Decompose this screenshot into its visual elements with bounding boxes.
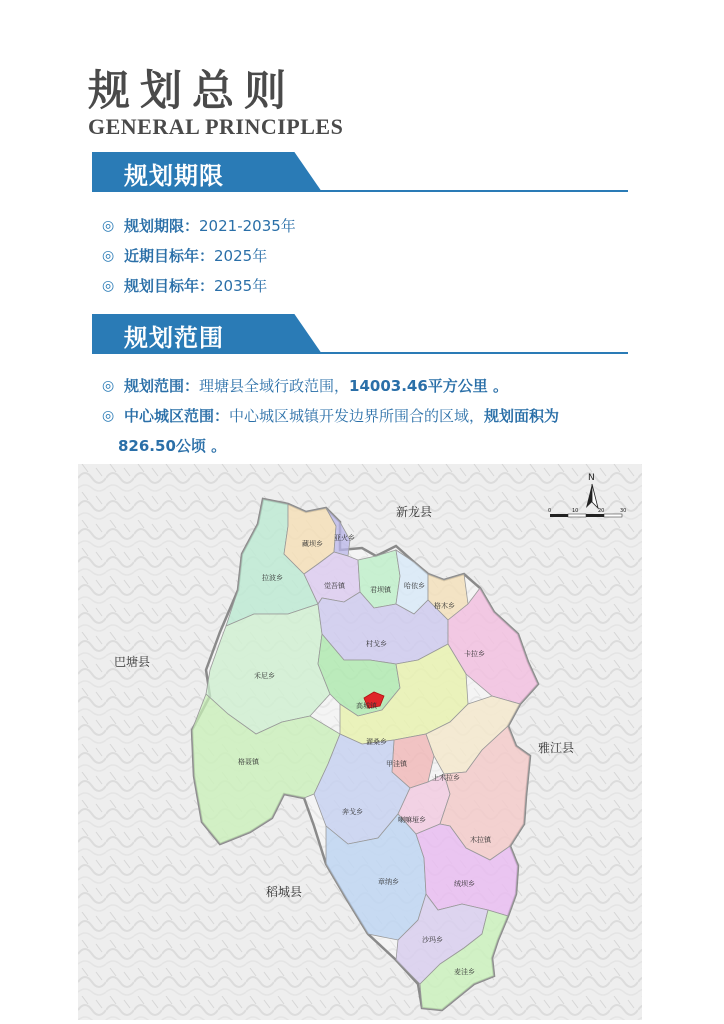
scale-tick: 0 <box>548 508 552 514</box>
scale-tick: 20 <box>598 508 605 514</box>
item-value: 2021-2035年 <box>199 217 296 235</box>
township-label: 奔戈乡 <box>342 808 363 816</box>
township-label: 木拉镇 <box>470 836 491 844</box>
scope-list <box>102 371 642 461</box>
list-item <box>102 211 642 241</box>
township-label: 格木乡 <box>434 602 455 610</box>
township-label: 上木拉乡 <box>432 774 460 782</box>
township-label: 禾尼乡 <box>254 672 275 680</box>
bullet-icon: ◎ <box>102 248 115 264</box>
township-label: 甲洼镇 <box>386 760 407 768</box>
item-value: 理塘县全域行政范围， <box>199 377 350 395</box>
item-area: 826.50公顷 。 <box>118 437 227 455</box>
item-key: 规划期限： <box>124 217 200 235</box>
scale-tick: 10 <box>572 508 579 514</box>
scale-tick: 30 <box>620 508 627 514</box>
item-key: 中心城区范围： <box>124 407 230 425</box>
section-header-scope <box>92 314 628 358</box>
item-key: 规划目标年： <box>124 277 215 295</box>
bullet-icon: ◎ <box>102 278 115 294</box>
neighbor-county-east: 雅江县 <box>538 741 575 755</box>
section-title: 规划期限 <box>124 162 224 190</box>
township-label: 拉波乡 <box>262 574 283 582</box>
township-label: 哈依乡 <box>404 582 425 590</box>
township-label: 君坝镇 <box>370 586 391 594</box>
township-label: 觉吾镇 <box>324 582 345 590</box>
neighbor-county-south: 稻城县 <box>266 885 303 899</box>
bullet-icon: ◎ <box>102 218 115 234</box>
item-key: 规划范围： <box>124 377 200 395</box>
township-label: 麦洼乡 <box>454 968 475 976</box>
township-label: 亚火乡 <box>334 534 355 542</box>
item-value: 2025年 <box>214 247 268 265</box>
township-label: 藏坝乡 <box>302 540 323 548</box>
list-item <box>102 271 642 301</box>
township-label: 濯桑乡 <box>366 738 387 746</box>
page-title: 规划总则 <box>88 66 297 115</box>
bullet-icon: ◎ <box>102 408 115 424</box>
township-label: 喇嘛垭乡 <box>398 816 426 824</box>
bullet-icon: ◎ <box>102 378 115 394</box>
township-label: 沙玛乡 <box>422 936 443 944</box>
neighbor-county-north: 新龙县 <box>396 505 433 519</box>
map-svg <box>78 464 642 1020</box>
neighbor-county-west: 巴塘县 <box>114 655 151 669</box>
item-key: 近期目标年： <box>124 247 215 265</box>
section-title: 规划范围 <box>124 324 224 352</box>
item-area: 14003.46平方公里 。 <box>349 377 509 395</box>
period-list <box>102 211 642 301</box>
item-value: 2035年 <box>214 277 268 295</box>
township-label: 绒坝乡 <box>454 880 475 888</box>
item-area-label: 规划面积为 <box>484 407 560 425</box>
township-label: 卡拉乡 <box>464 650 485 658</box>
township-label: 格聂镇 <box>238 758 259 766</box>
list-item <box>102 241 642 271</box>
township-label: 村戈乡 <box>366 640 387 648</box>
list-item <box>102 401 642 461</box>
page-subtitle: GENERAL PRINCIPLES <box>88 114 344 139</box>
township-label: 高城镇 <box>356 702 377 710</box>
township-label: 章纳乡 <box>378 878 399 886</box>
north-label: N <box>588 473 595 483</box>
section-header-period <box>92 152 628 196</box>
item-value: 中心城区城镇开发边界所围合的区域， <box>229 407 485 425</box>
county-map <box>78 464 642 1020</box>
list-item <box>102 371 642 401</box>
